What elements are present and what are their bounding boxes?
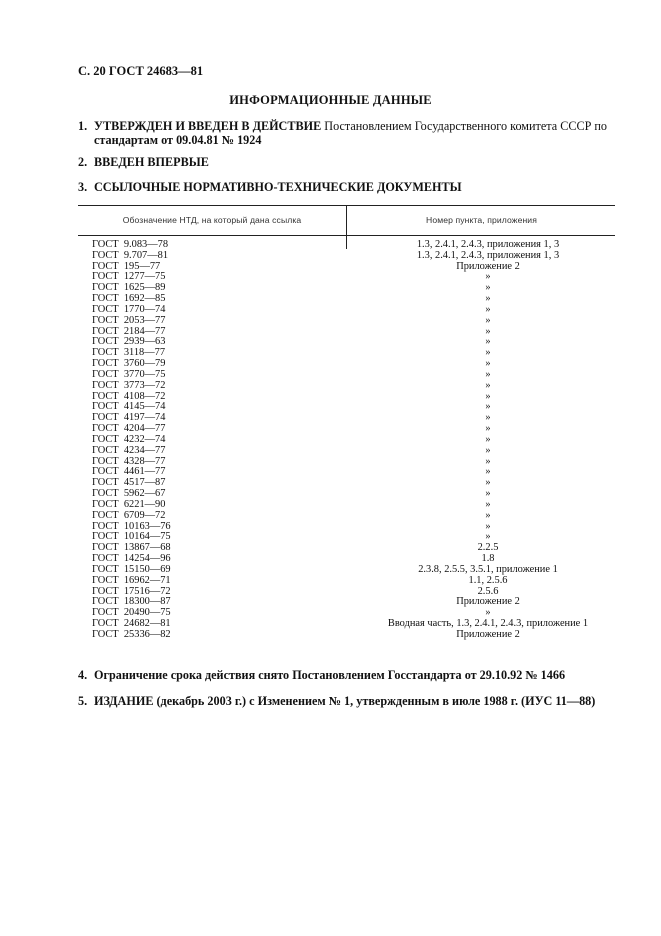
item-number: 1. bbox=[78, 119, 88, 133]
document-designation: ГОСТ 2184—77 bbox=[92, 325, 166, 337]
table-row bbox=[78, 630, 615, 641]
item-number: 3. bbox=[78, 180, 88, 194]
table-column-divider bbox=[346, 205, 347, 235]
clause-reference: » bbox=[485, 293, 491, 305]
document-designation: ГОСТ 20490—75 bbox=[92, 607, 171, 619]
clause-reference: Приложение 2 bbox=[456, 628, 520, 640]
document-designation: ГОСТ 3760—79 bbox=[92, 358, 166, 370]
info-item-2 bbox=[78, 155, 623, 169]
info-item-1 bbox=[78, 119, 623, 147]
item-text: (декабрь 2003 г.) с Изменением № 1, утвержденным в июле 1988 г. (ИУС 11—88) bbox=[153, 694, 596, 708]
document-designation: ГОСТ 6221—90 bbox=[92, 498, 166, 510]
document-designation: ГОСТ 4108—72 bbox=[92, 390, 166, 402]
document-designation: ГОСТ 4145—74 bbox=[92, 401, 166, 413]
clause-reference: » bbox=[485, 336, 491, 348]
document-designation: ГОСТ 2053—77 bbox=[92, 314, 166, 326]
document-designation: ГОСТ 4461—77 bbox=[92, 466, 166, 478]
item-number: 4. bbox=[78, 668, 88, 682]
clause-reference: 2.3.8, 2.5.5, 3.5.1, приложение 1 bbox=[418, 563, 558, 575]
info-item-3 bbox=[78, 180, 623, 194]
clause-reference: » bbox=[485, 358, 491, 370]
clause-reference: 1.1, 2.5.6 bbox=[468, 574, 508, 586]
clause-reference: » bbox=[485, 466, 491, 478]
item-bold-text: ССЫЛОЧНЫЕ НОРМАТИВНО-ТЕХНИЧЕСКИЕ ДОКУМЕНТЫ bbox=[94, 180, 462, 194]
document-designation: ГОСТ 1770—74 bbox=[92, 303, 166, 315]
document-designation: ГОСТ 15150—69 bbox=[92, 563, 171, 575]
clause-reference: 2.5.6 bbox=[477, 585, 499, 597]
item-number: 5. bbox=[78, 694, 88, 708]
document-designation: ГОСТ 10163—76 bbox=[92, 520, 171, 532]
item-continuation: стандартам от 09.04.81 № 1924 bbox=[94, 133, 262, 147]
info-item-4 bbox=[78, 668, 623, 682]
clause-reference: » bbox=[485, 390, 491, 402]
document-designation: ГОСТ 9.707—81 bbox=[92, 249, 169, 261]
document-designation: ГОСТ 24682—81 bbox=[92, 617, 171, 629]
clause-reference: » bbox=[485, 325, 491, 337]
clause-reference: » bbox=[485, 433, 491, 445]
clause-reference: » bbox=[485, 423, 491, 435]
clause-reference: 1.8 bbox=[481, 553, 495, 565]
document-designation: ГОСТ 17516—72 bbox=[92, 585, 171, 597]
document-designation: ГОСТ 13867—68 bbox=[92, 542, 171, 554]
clause-reference: » bbox=[485, 368, 491, 380]
document-designation: ГОСТ 4234—77 bbox=[92, 444, 166, 456]
clause-reference: » bbox=[485, 303, 491, 315]
clause-reference: » bbox=[485, 282, 491, 294]
document-designation: ГОСТ 5962—67 bbox=[92, 488, 166, 500]
clause-reference: » bbox=[485, 477, 491, 489]
document-designation: ГОСТ 1692—85 bbox=[92, 293, 166, 305]
document-designation: ГОСТ 16962—71 bbox=[92, 574, 171, 586]
references-table bbox=[78, 205, 615, 650]
document-designation: ГОСТ 3118—77 bbox=[92, 347, 166, 359]
clause-reference: Приложение 2 bbox=[456, 596, 520, 608]
clause-reference: » bbox=[485, 498, 491, 510]
column-header-document: Обозначение НТД, на который дана ссылка bbox=[122, 215, 302, 225]
document-designation: ГОСТ 6709—72 bbox=[92, 509, 166, 521]
clause-reference: 2.2.5 bbox=[477, 542, 499, 554]
clause-reference: » bbox=[485, 412, 491, 424]
table-row bbox=[78, 316, 615, 327]
table-row bbox=[78, 381, 615, 392]
document-designation: ГОСТ 4517—87 bbox=[92, 477, 166, 489]
item-number: 2. bbox=[78, 155, 88, 169]
page-title: ИНФОРМАЦИОННЫЕ ДАННЫЕ bbox=[229, 93, 432, 107]
document-designation: ГОСТ 4204—77 bbox=[92, 423, 166, 435]
document-designation: ГОСТ 9.083—78 bbox=[92, 239, 169, 250]
clause-reference: » bbox=[485, 444, 491, 456]
document-designation: ГОСТ 1277—75 bbox=[92, 271, 166, 283]
document-designation: ГОСТ 4232—74 bbox=[92, 433, 166, 445]
clause-reference: » bbox=[485, 347, 491, 359]
item-bold-text: ИЗДАНИЕ bbox=[94, 694, 154, 708]
table-row bbox=[78, 446, 615, 457]
clause-reference: » bbox=[485, 531, 491, 543]
document-designation: ГОСТ 2939—63 bbox=[92, 336, 166, 348]
document-designation: ГОСТ 10164—75 bbox=[92, 531, 171, 543]
clause-reference: » bbox=[485, 401, 491, 413]
document-designation: ГОСТ 4197—74 bbox=[92, 412, 166, 424]
clause-reference: Вводная часть, 1.3, 2.4.1, 2.4.3, приложение 1 bbox=[387, 617, 589, 629]
clause-reference: » bbox=[485, 520, 491, 532]
document-designation: ГОСТ 25336—82 bbox=[92, 628, 171, 640]
item-bold-text: ВВЕДЕН ВПЕРВЫЕ bbox=[94, 155, 209, 169]
document-designation: ГОСТ 14254—96 bbox=[92, 553, 171, 565]
clause-reference: » bbox=[485, 509, 491, 521]
document-designation: ГОСТ 4328—77 bbox=[92, 455, 166, 467]
document-designation: ГОСТ 3773—72 bbox=[92, 379, 166, 391]
clause-reference: » bbox=[485, 455, 491, 467]
clause-reference: Приложение 2 bbox=[456, 260, 520, 272]
clause-reference: » bbox=[485, 271, 491, 283]
info-item-5 bbox=[78, 694, 623, 708]
page-header: С. 20 ГОСТ 24683—81 bbox=[78, 64, 204, 78]
item-bold-text: УТВЕРЖДЕН И ВВЕДЕН В ДЕЙСТВИЕ bbox=[94, 119, 322, 133]
document-designation: ГОСТ 1625—89 bbox=[92, 282, 166, 294]
clause-reference: 1.3, 2.4.1, 2.4.3, приложения 1, 3 bbox=[416, 249, 560, 261]
table-row bbox=[78, 576, 615, 587]
clause-reference: 1.3, 2.4.1, 2.4.3, приложения 1, 3 bbox=[416, 239, 560, 250]
clause-reference: » bbox=[485, 379, 491, 391]
column-header-clause: Номер пункта, приложения bbox=[426, 215, 537, 225]
clause-reference: » bbox=[485, 314, 491, 326]
table-row bbox=[78, 511, 615, 522]
item-text: Ограничение срока действия снято Постановлением Госстандарта от 29.10.92 № 1466 bbox=[94, 668, 566, 682]
document-designation: ГОСТ 18300—87 bbox=[92, 596, 171, 608]
document-designation: ГОСТ 3770—75 bbox=[92, 368, 166, 380]
table-body bbox=[78, 240, 615, 641]
item-text: Постановлением Государственного комитета СССР по bbox=[321, 119, 608, 133]
clause-reference: » bbox=[485, 607, 491, 619]
clause-reference: » bbox=[485, 488, 491, 500]
document-designation: ГОСТ 195—77 bbox=[92, 260, 161, 272]
